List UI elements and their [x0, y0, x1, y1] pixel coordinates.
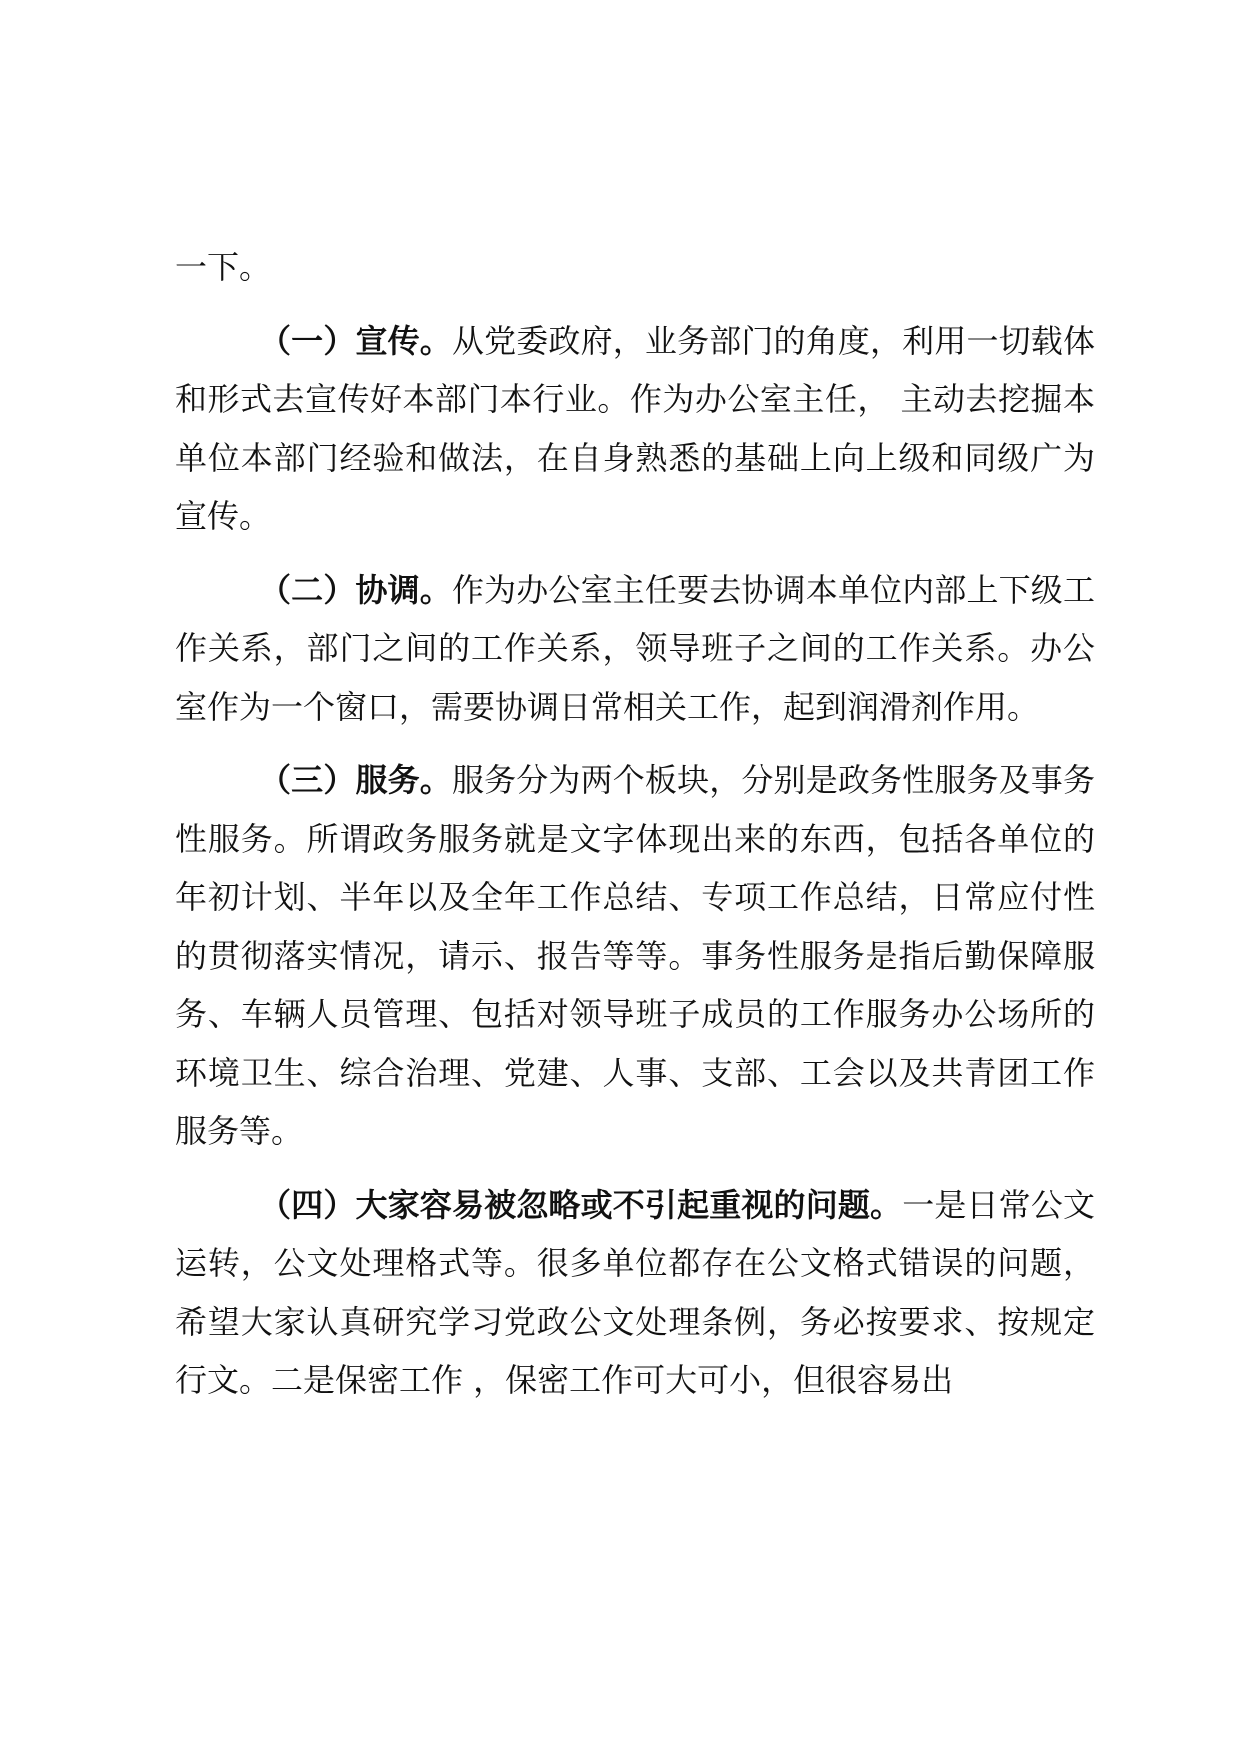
paragraph-body: 服务分为两个板块，分别是政务性服务及事务性服务。所谓政务服务就是文字体现出来的东西，包括各单位的年初计划、半年以及全年工作总结、专项工作总结，日常应付性的贯彻落实情况，请示、报告等等。事务性服务是指后勤保障服务、车辆人员管理、包括对领导班子成员的工作服务办公场所的环境卫生、综合治理、党建、人事、支部、工会以及共青团工作服务等。: [175, 761, 1095, 1150]
paragraph-service: [175, 751, 1095, 1161]
section-heading: （四）大家容易被忽略或不引起重视的问题。: [259, 1185, 903, 1224]
paragraph-body: 从党委政府，业务部门的角度，利用一切载体和形式去宣传好本部门本行业。作为办公室主任， 主动去挖掘本单位本部门经验和做法，在自身熟悉的基础上向上级和同级广为宣传。: [175, 321, 1095, 535]
paragraph-coordination: [175, 561, 1095, 737]
paragraph-continuation: [175, 238, 1095, 297]
paragraph-body: 一是日常公文运转，公文处理格式等。很多单位都存在公文格式错误的问题，希望大家认真研究学习党政公文处理条例，务必按要求、按规定行文。二是保密工作 ，保密工作可大可小，但很容易出: [175, 1185, 1095, 1399]
paragraph-issues: [175, 1176, 1095, 1410]
paragraph-body: 作为办公室主任要去协调本单位内部上下级工作关系，部门之间的工作关系，领导班子之间的工作关系。办公室作为一个窗口，需要协调日常相关工作，起到润滑剂作用。: [175, 570, 1095, 726]
document-page: [175, 238, 1095, 1425]
section-heading: （二）协调。: [259, 570, 452, 609]
paragraph-publicity: [175, 312, 1095, 546]
paragraph-body: 一下。: [175, 248, 272, 286]
section-heading: （一）宣传。: [259, 321, 452, 360]
section-heading: （三）服务。: [259, 761, 452, 799]
